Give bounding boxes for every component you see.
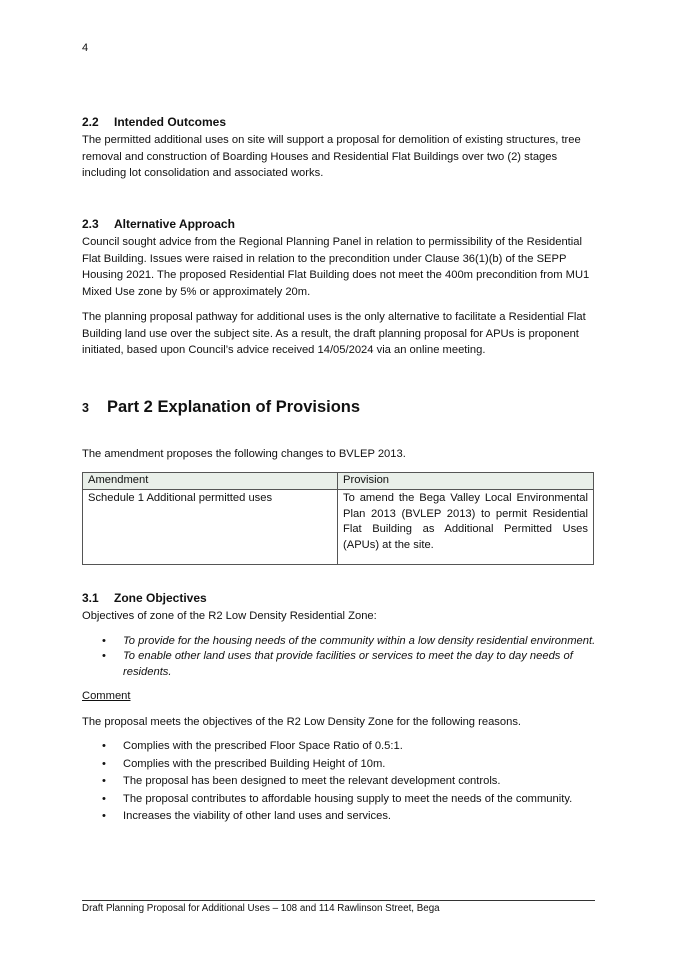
section-heading <box>82 115 597 129</box>
paragraph: Council sought advice from the Regional Planning Panel in relation to permissibility of the Residential Flat Building. Issues were raised in relation to the precondition under Clause 36(1)(b) of the SEPP Housing 2021. The proposed Residential Flat Building does not meet the 400m precondition from MU1 Mixed Use zone by 5% or approximately 20m. <box>82 236 590 298</box>
section-heading <box>82 591 597 605</box>
section-heading <box>82 217 597 231</box>
section-part-2 <box>82 398 597 417</box>
section-title: Alternative Approach <box>114 217 235 231</box>
chapter-title: Part 2 Explanation of Provisions <box>107 398 361 416</box>
amendment-cell: Schedule 1 Additional permitted uses <box>83 490 338 565</box>
paragraph: The planning proposal pathway for additional uses is the only alternative to facilitate a Residential Flat Building land use over the subject site. As a result, the draft planning proposal for APUs is proponent initiated, based upon Council’s advice received 14/05/2024 via an online meeting. <box>82 311 586 356</box>
section-title: Intended Outcomes <box>114 115 227 129</box>
comment-label: Comment <box>82 690 131 702</box>
list-item: • Complies with the prescribed Building Height of 10m. <box>82 756 597 774</box>
section-intended-outcomes <box>82 115 597 182</box>
section-number: 3.1 <box>82 591 99 605</box>
list-item: • The proposal contributes to affordable housing supply to meet the needs of the community. <box>82 791 597 809</box>
paragraph: The amendment proposes the following changes to BVLEP 2013. <box>82 448 406 460</box>
list-item: • Increases the viability of other land uses and services. <box>82 808 597 826</box>
paragraph: The proposal meets the objectives of the R2 Low Density Zone for the following reasons. <box>82 715 522 728</box>
list-item: • To enable other land uses that provide facilities or services to meet the day to day needs of residents. <box>82 649 597 680</box>
page-number: 4 <box>82 42 89 54</box>
reasons-list <box>82 738 597 826</box>
table-header-row <box>83 473 594 490</box>
section-number: 2.3 <box>82 217 99 231</box>
objectives-list <box>82 634 597 681</box>
chapter-number: 3 <box>82 401 89 415</box>
chapter-heading <box>82 398 597 417</box>
list-item: • To provide for the housing needs of the community within a low density residential environment. <box>82 634 597 650</box>
paragraph: The permitted additional uses on site will support a proposal for demolition of existing structures, tree removal and construction of Boarding Houses and Residential Flat Buildings over two (2) stages including lot consolidation and associated works. <box>82 134 581 179</box>
provision-cell: To amend the Bega Valley Local Environmental Plan 2013 (BVLEP 2013) to permit Residential Flat Building as Additional Permitted Uses (APUs) at the site. <box>338 490 594 565</box>
paragraph: Objectives of zone of the R2 Low Density Residential Zone: <box>82 610 377 622</box>
section-zone-objectives <box>82 591 597 826</box>
section-number: 2.2 <box>82 115 99 129</box>
table-row <box>83 490 594 565</box>
column-header-provision: Provision <box>338 473 594 490</box>
footer-divider <box>82 900 595 901</box>
section-title: Zone Objectives <box>114 591 207 605</box>
column-header-amendment: Amendment <box>83 473 338 490</box>
amendment-intro <box>82 446 597 463</box>
section-alternative-approach <box>82 217 597 359</box>
page-footer: Draft Planning Proposal for Additional Uses – 108 and 114 Rawlinson Street, Bega <box>82 903 440 914</box>
list-item: • Complies with the prescribed Floor Space Ratio of 0.5:1. <box>82 738 597 756</box>
list-item: • The proposal has been designed to meet the relevant development controls. <box>82 773 597 791</box>
provisions-table <box>82 472 594 565</box>
